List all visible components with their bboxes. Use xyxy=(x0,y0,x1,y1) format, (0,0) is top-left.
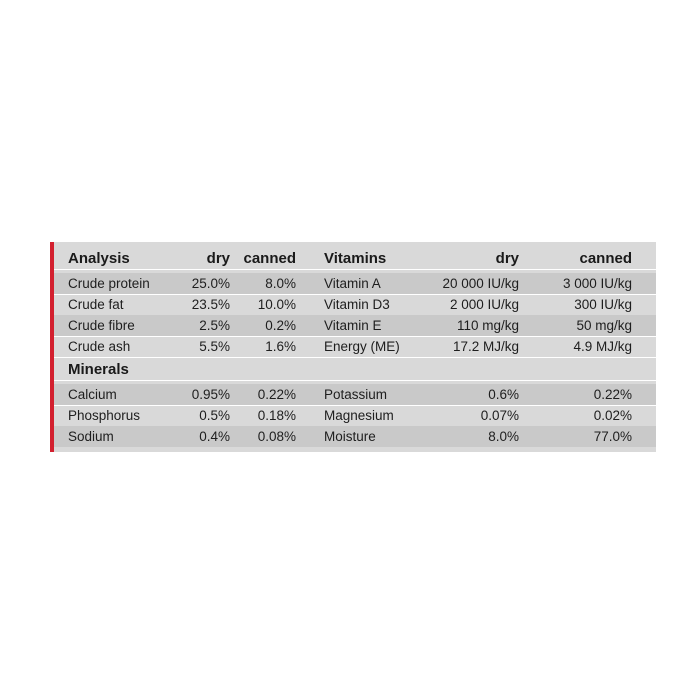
minerals-heading: Minerals xyxy=(68,361,129,378)
vitamins-heading: Vitamins xyxy=(324,250,387,267)
table-row xyxy=(54,426,656,447)
table-row xyxy=(54,405,656,427)
vitamin-canned-value: 3 000 IU/kg xyxy=(562,276,632,291)
mineral-label: Moisture xyxy=(324,429,376,444)
canned-column-header: canned xyxy=(243,250,296,267)
dry-value: 0.4% xyxy=(199,429,230,444)
mineral-canned-value: 77.0% xyxy=(593,429,632,444)
dry-value: 23.5% xyxy=(191,297,230,312)
table-row xyxy=(54,315,656,337)
canned-value: 1.6% xyxy=(265,339,296,354)
canned-value: 10.0% xyxy=(257,297,296,312)
table-row xyxy=(54,384,656,406)
row-label: Calcium xyxy=(68,387,117,402)
table-header-row xyxy=(54,248,656,270)
vitamins-dry-column-header: dry xyxy=(495,250,519,267)
vitamin-label: Vitamin D3 xyxy=(324,297,390,312)
dry-value: 5.5% xyxy=(199,339,230,354)
mineral-dry-value: 8.0% xyxy=(488,429,519,444)
minerals-heading-row xyxy=(54,359,656,381)
vitamin-dry-value: 17.2 MJ/kg xyxy=(452,339,519,354)
vitamin-canned-value: 4.9 MJ/kg xyxy=(573,339,632,354)
vitamin-label: Vitamin A xyxy=(324,276,381,291)
mineral-dry-value: 0.07% xyxy=(480,408,519,423)
table-row xyxy=(54,273,656,295)
mineral-label: Potassium xyxy=(324,387,388,402)
mineral-canned-value: 0.02% xyxy=(593,408,632,423)
canned-value: 0.18% xyxy=(257,408,296,423)
table-row xyxy=(54,294,656,316)
vitamin-canned-value: 300 IU/kg xyxy=(574,297,632,312)
dry-value: 0.5% xyxy=(199,408,230,423)
row-label: Phosphorus xyxy=(68,408,141,423)
vitamin-dry-value: 20 000 IU/kg xyxy=(442,276,519,291)
mineral-label: Magnesium xyxy=(324,408,394,423)
analysis-heading: Analysis xyxy=(68,250,130,267)
vitamin-label: Vitamin E xyxy=(324,318,382,333)
table-row xyxy=(54,336,656,358)
row-label: Crude ash xyxy=(68,339,131,354)
dry-value: 0.95% xyxy=(191,387,230,402)
dry-value: 25.0% xyxy=(191,276,230,291)
vitamin-dry-value: 110 mg/kg xyxy=(456,318,519,333)
canned-value: 0.22% xyxy=(257,387,296,402)
vitamins-canned-column-header: canned xyxy=(579,250,632,267)
canned-value: 8.0% xyxy=(265,276,296,291)
nutrition-table xyxy=(50,242,656,452)
mineral-canned-value: 0.22% xyxy=(593,387,632,402)
canned-value: 0.2% xyxy=(265,318,296,333)
row-label: Sodium xyxy=(68,429,114,444)
mineral-dry-value: 0.6% xyxy=(488,387,519,402)
row-label: Crude fibre xyxy=(68,318,135,333)
dry-column-header: dry xyxy=(206,250,230,267)
dry-value: 2.5% xyxy=(199,318,230,333)
row-label: Crude protein xyxy=(68,276,150,291)
row-label: Crude fat xyxy=(68,297,124,312)
canned-value: 0.08% xyxy=(257,429,296,444)
vitamin-label: Energy (ME) xyxy=(324,339,400,354)
vitamin-dry-value: 2 000 IU/kg xyxy=(449,297,519,312)
vitamin-canned-value: 50 mg/kg xyxy=(576,318,632,333)
